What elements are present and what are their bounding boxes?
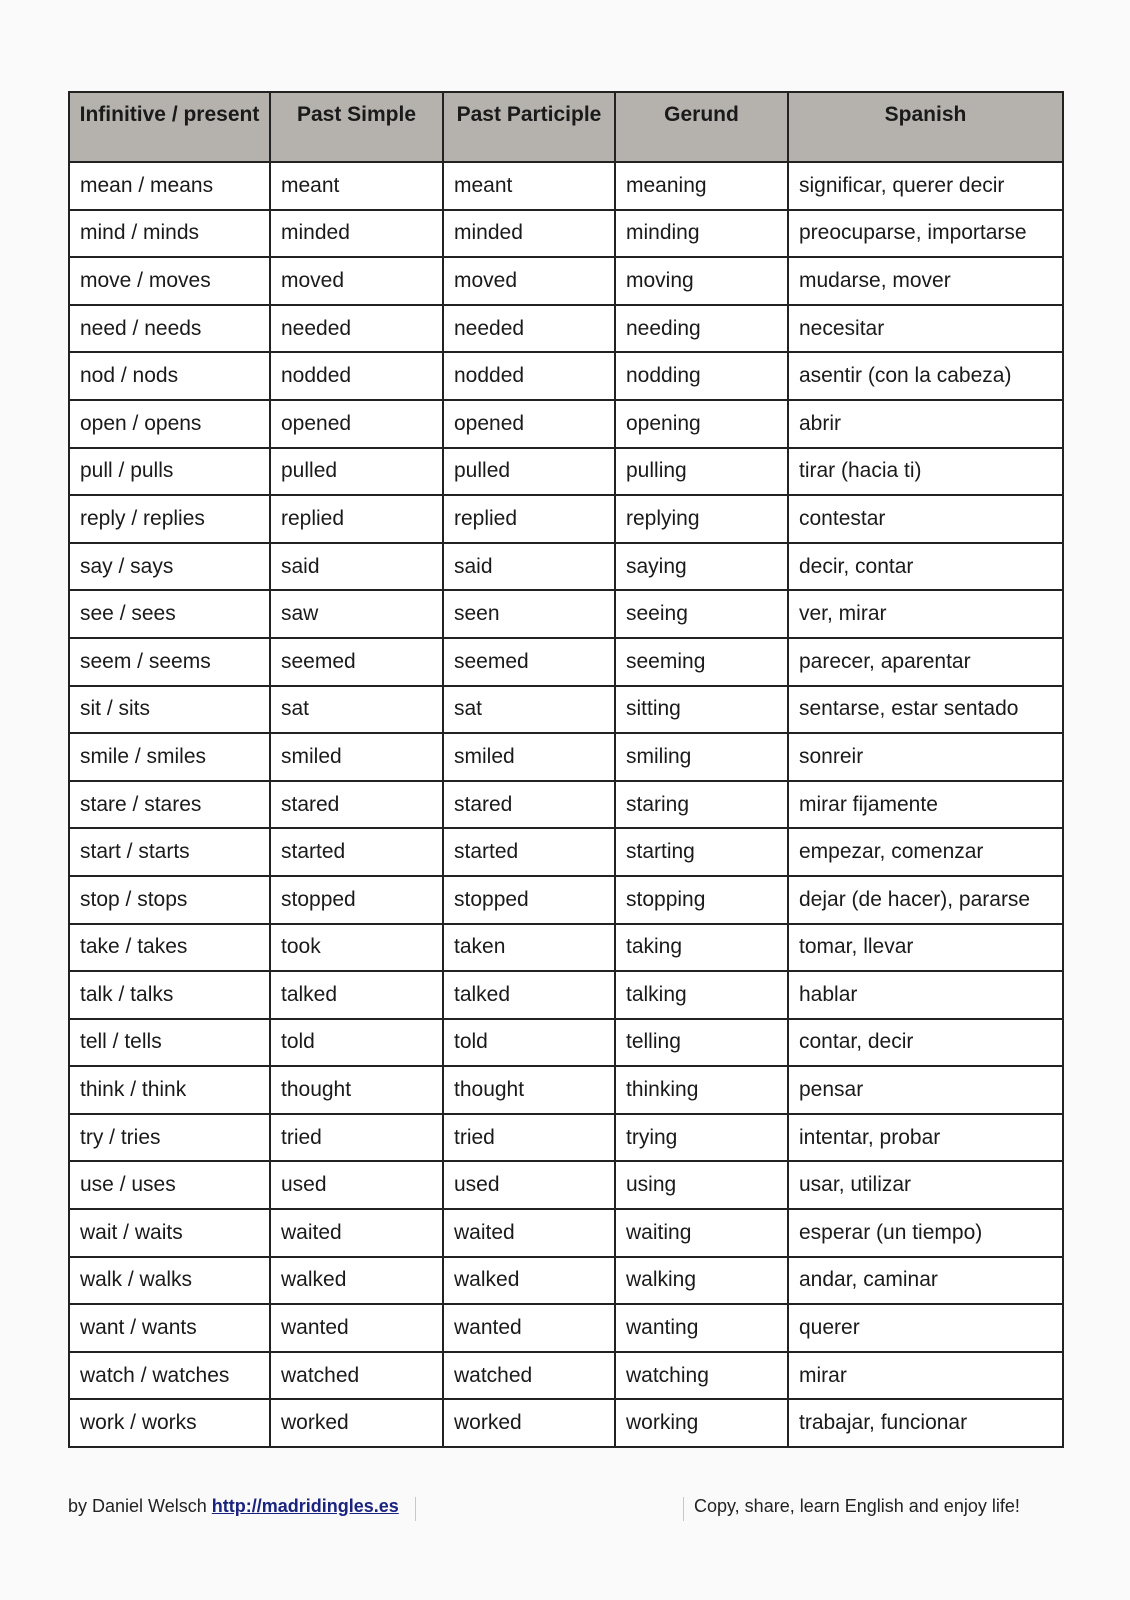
header-infinitive: Infinitive / present	[69, 92, 270, 162]
cell-past-participle: walked	[443, 1257, 615, 1305]
cell-past-participle: nodded	[443, 352, 615, 400]
footer-divider	[415, 1497, 416, 1521]
cell-spanish: intentar, probar	[788, 1114, 1063, 1162]
cell-gerund: minding	[615, 210, 788, 258]
header-past-simple: Past Simple	[270, 92, 443, 162]
cell-spanish: mirar fijamente	[788, 781, 1063, 829]
cell-spanish: esperar (un tiempo)	[788, 1209, 1063, 1257]
cell-past-simple: took	[270, 924, 443, 972]
cell-past-simple: wanted	[270, 1304, 443, 1352]
cell-past-participle: stared	[443, 781, 615, 829]
cell-past-simple: stared	[270, 781, 443, 829]
cell-gerund: saying	[615, 543, 788, 591]
cell-gerund: needing	[615, 305, 788, 353]
cell-past-participle: seemed	[443, 638, 615, 686]
cell-gerund: trying	[615, 1114, 788, 1162]
verb-table	[68, 91, 1064, 1448]
cell-infinitive: see / sees	[69, 590, 270, 638]
cell-infinitive: mean / means	[69, 162, 270, 210]
table-row	[69, 1019, 1063, 1067]
cell-past-simple: meant	[270, 162, 443, 210]
cell-past-participle: opened	[443, 400, 615, 448]
table-row	[69, 971, 1063, 1019]
cell-past-participle: minded	[443, 210, 615, 258]
table-row	[69, 1257, 1063, 1305]
cell-past-simple: stopped	[270, 876, 443, 924]
table-row	[69, 1209, 1063, 1257]
cell-spanish: andar, caminar	[788, 1257, 1063, 1305]
cell-gerund: taking	[615, 924, 788, 972]
cell-infinitive: need / needs	[69, 305, 270, 353]
cell-past-simple: told	[270, 1019, 443, 1067]
cell-gerund: using	[615, 1161, 788, 1209]
cell-past-simple: pulled	[270, 448, 443, 496]
table-row	[69, 924, 1063, 972]
cell-infinitive: use / uses	[69, 1161, 270, 1209]
table-row	[69, 1114, 1063, 1162]
cell-past-simple: saw	[270, 590, 443, 638]
cell-spanish: querer	[788, 1304, 1063, 1352]
cell-gerund: nodding	[615, 352, 788, 400]
cell-gerund: starting	[615, 828, 788, 876]
cell-past-simple: worked	[270, 1399, 443, 1447]
cell-spanish: hablar	[788, 971, 1063, 1019]
cell-gerund: walking	[615, 1257, 788, 1305]
cell-past-participle: used	[443, 1161, 615, 1209]
cell-past-simple: used	[270, 1161, 443, 1209]
cell-past-simple: watched	[270, 1352, 443, 1400]
cell-infinitive: think / think	[69, 1066, 270, 1114]
table-row	[69, 733, 1063, 781]
cell-gerund: pulling	[615, 448, 788, 496]
cell-spanish: necesitar	[788, 305, 1063, 353]
header-spanish: Spanish	[788, 92, 1063, 162]
table-row	[69, 448, 1063, 496]
cell-past-participle: worked	[443, 1399, 615, 1447]
table-row	[69, 352, 1063, 400]
cell-past-participle: needed	[443, 305, 615, 353]
table-row	[69, 305, 1063, 353]
cell-spanish: abrir	[788, 400, 1063, 448]
cell-past-simple: talked	[270, 971, 443, 1019]
cell-gerund: wanting	[615, 1304, 788, 1352]
cell-past-simple: opened	[270, 400, 443, 448]
cell-past-simple: needed	[270, 305, 443, 353]
cell-past-participle: told	[443, 1019, 615, 1067]
table-row	[69, 1352, 1063, 1400]
cell-spanish: contestar	[788, 495, 1063, 543]
footer-link[interactable]: http://madridingles.es	[211, 1496, 399, 1516]
cell-past-participle: replied	[443, 495, 615, 543]
cell-spanish: contar, decir	[788, 1019, 1063, 1067]
table-row	[69, 876, 1063, 924]
table-row	[69, 400, 1063, 448]
header-gerund: Gerund	[615, 92, 788, 162]
cell-gerund: talking	[615, 971, 788, 1019]
cell-gerund: waiting	[615, 1209, 788, 1257]
cell-past-simple: replied	[270, 495, 443, 543]
cell-past-simple: seemed	[270, 638, 443, 686]
cell-spanish: preocuparse, importarse	[788, 210, 1063, 258]
cell-past-participle: moved	[443, 257, 615, 305]
cell-spanish: sonreir	[788, 733, 1063, 781]
cell-spanish: asentir (con la cabeza)	[788, 352, 1063, 400]
verb-table-header	[69, 92, 1063, 162]
cell-gerund: replying	[615, 495, 788, 543]
table-row	[69, 686, 1063, 734]
cell-spanish: mirar	[788, 1352, 1063, 1400]
cell-past-simple: nodded	[270, 352, 443, 400]
cell-past-participle: taken	[443, 924, 615, 972]
cell-spanish: sentarse, estar sentado	[788, 686, 1063, 734]
cell-past-participle: waited	[443, 1209, 615, 1257]
cell-gerund: watching	[615, 1352, 788, 1400]
cell-infinitive: sit / sits	[69, 686, 270, 734]
table-row	[69, 781, 1063, 829]
cell-spanish: significar, querer decir	[788, 162, 1063, 210]
cell-past-simple: thought	[270, 1066, 443, 1114]
cell-infinitive: start / starts	[69, 828, 270, 876]
table-row	[69, 543, 1063, 591]
cell-spanish: usar, utilizar	[788, 1161, 1063, 1209]
cell-spanish: trabajar, funcionar	[788, 1399, 1063, 1447]
cell-past-participle: talked	[443, 971, 615, 1019]
cell-gerund: telling	[615, 1019, 788, 1067]
footer-author: by Daniel Welsch	[68, 1496, 207, 1516]
cell-gerund: seeing	[615, 590, 788, 638]
cell-infinitive: talk / talks	[69, 971, 270, 1019]
cell-spanish: mudarse, mover	[788, 257, 1063, 305]
footer-divider	[683, 1497, 684, 1521]
cell-past-simple: moved	[270, 257, 443, 305]
cell-past-participle: thought	[443, 1066, 615, 1114]
header-row	[69, 92, 1063, 162]
table-row	[69, 828, 1063, 876]
cell-spanish: tirar (hacia ti)	[788, 448, 1063, 496]
cell-past-simple: tried	[270, 1114, 443, 1162]
cell-spanish: decir, contar	[788, 543, 1063, 591]
cell-infinitive: pull / pulls	[69, 448, 270, 496]
cell-past-participle: pulled	[443, 448, 615, 496]
cell-spanish: pensar	[788, 1066, 1063, 1114]
cell-infinitive: tell / tells	[69, 1019, 270, 1067]
cell-past-simple: said	[270, 543, 443, 591]
table-row	[69, 638, 1063, 686]
cell-infinitive: open / opens	[69, 400, 270, 448]
cell-gerund: stopping	[615, 876, 788, 924]
cell-infinitive: seem / seems	[69, 638, 270, 686]
cell-infinitive: take / takes	[69, 924, 270, 972]
footer-credit	[68, 1496, 399, 1517]
cell-gerund: smiling	[615, 733, 788, 781]
table-row	[69, 257, 1063, 305]
cell-infinitive: say / says	[69, 543, 270, 591]
cell-gerund: thinking	[615, 1066, 788, 1114]
cell-past-participle: said	[443, 543, 615, 591]
cell-past-simple: smiled	[270, 733, 443, 781]
cell-past-simple: minded	[270, 210, 443, 258]
cell-past-participle: watched	[443, 1352, 615, 1400]
cell-infinitive: nod / nods	[69, 352, 270, 400]
cell-infinitive: walk / walks	[69, 1257, 270, 1305]
cell-infinitive: want / wants	[69, 1304, 270, 1352]
cell-past-participle: wanted	[443, 1304, 615, 1352]
table-row	[69, 1161, 1063, 1209]
cell-past-participle: sat	[443, 686, 615, 734]
cell-gerund: working	[615, 1399, 788, 1447]
cell-gerund: opening	[615, 400, 788, 448]
cell-infinitive: stare / stares	[69, 781, 270, 829]
cell-gerund: seeming	[615, 638, 788, 686]
cell-spanish: ver, mirar	[788, 590, 1063, 638]
cell-spanish: tomar, llevar	[788, 924, 1063, 972]
cell-past-simple: waited	[270, 1209, 443, 1257]
cell-past-simple: sat	[270, 686, 443, 734]
cell-gerund: meaning	[615, 162, 788, 210]
cell-infinitive: wait / waits	[69, 1209, 270, 1257]
cell-gerund: staring	[615, 781, 788, 829]
table-row	[69, 495, 1063, 543]
cell-past-participle: tried	[443, 1114, 615, 1162]
cell-infinitive: watch / watches	[69, 1352, 270, 1400]
header-past-participle: Past Participle	[443, 92, 615, 162]
cell-infinitive: mind / minds	[69, 210, 270, 258]
cell-infinitive: stop / stops	[69, 876, 270, 924]
cell-infinitive: move / moves	[69, 257, 270, 305]
cell-past-simple: started	[270, 828, 443, 876]
verb-table-body	[69, 162, 1063, 1447]
table-row	[69, 1066, 1063, 1114]
cell-gerund: moving	[615, 257, 788, 305]
cell-past-simple: walked	[270, 1257, 443, 1305]
cell-past-participle: started	[443, 828, 615, 876]
cell-gerund: sitting	[615, 686, 788, 734]
table-row	[69, 590, 1063, 638]
cell-spanish: empezar, comenzar	[788, 828, 1063, 876]
cell-infinitive: try / tries	[69, 1114, 270, 1162]
table-row	[69, 210, 1063, 258]
cell-spanish: parecer, aparentar	[788, 638, 1063, 686]
footer-slogan: Copy, share, learn English and enjoy life!	[694, 1496, 1020, 1516]
table-row	[69, 162, 1063, 210]
cell-infinitive: work / works	[69, 1399, 270, 1447]
cell-infinitive: reply / replies	[69, 495, 270, 543]
cell-past-participle: meant	[443, 162, 615, 210]
cell-spanish: dejar (de hacer), pararse	[788, 876, 1063, 924]
cell-past-participle: stopped	[443, 876, 615, 924]
cell-infinitive: smile / smiles	[69, 733, 270, 781]
table-row	[69, 1399, 1063, 1447]
table-row	[69, 1304, 1063, 1352]
cell-past-participle: smiled	[443, 733, 615, 781]
cell-past-participle: seen	[443, 590, 615, 638]
